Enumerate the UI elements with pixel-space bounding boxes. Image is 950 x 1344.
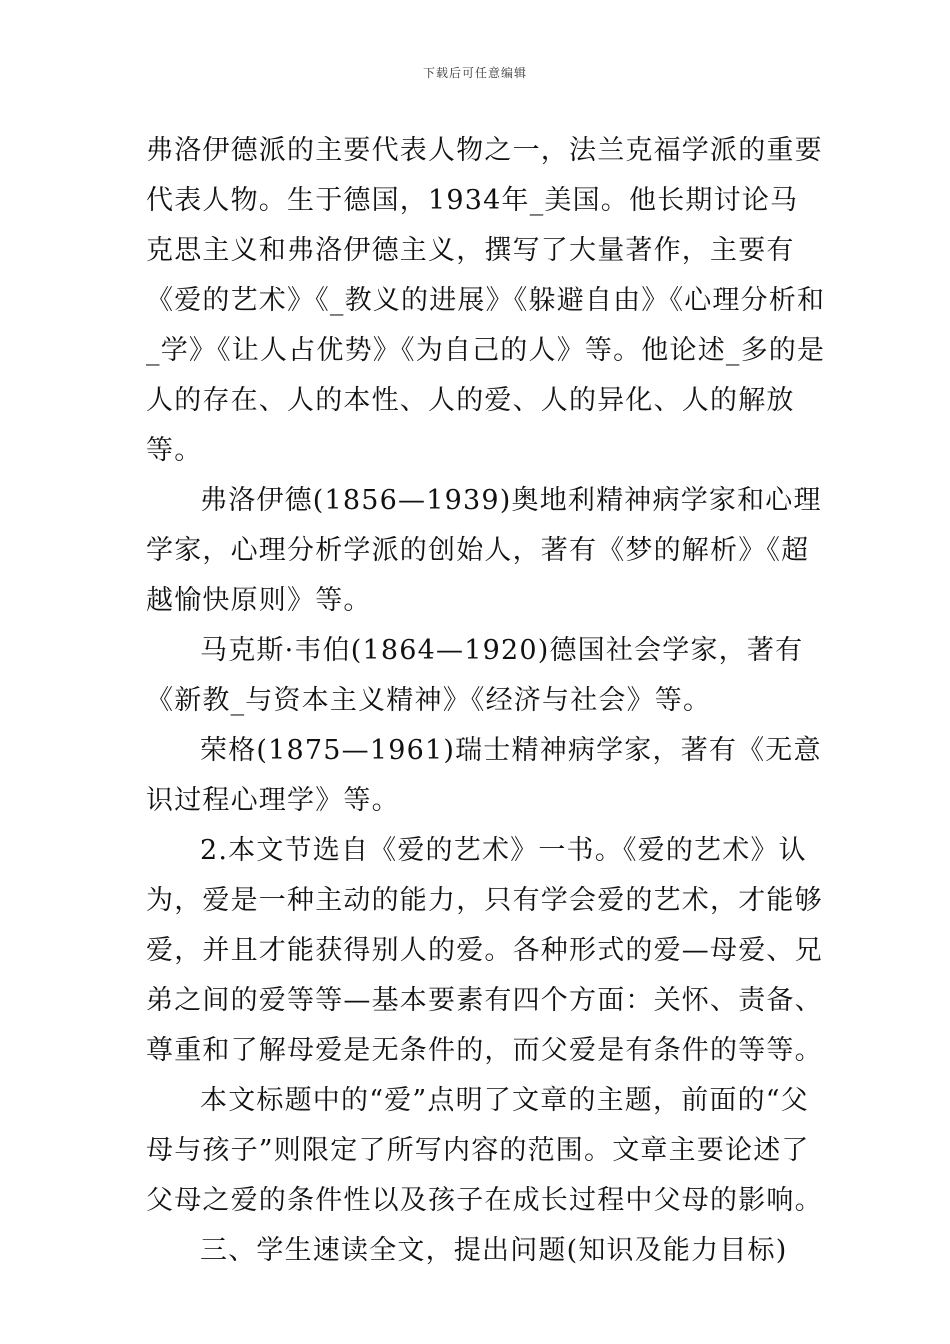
paragraph-art-of-loving: 2.本文节选自《爱的艺术》一书。《爱的艺术》认为，爱是一种主动的能力，只有学会爱的艺术，才能够爱，并且才能获得别人的爱。各种形式的爱—母爱、兄弟之间的爱等等—基本要素有四个方面：关怀、责备、尊重和了解母爱是无条件的，而父爱是有条件的等等。: [146, 835, 823, 1066]
page-header-note: 下载后可任意编辑: [422, 66, 527, 80]
paragraph-fromm-intro: 弗洛伊德派的主要代表人物之一，法兰克福学派的重要代表人物。生于德国，1934年_美国。他长期讨论马克思主义和弗洛伊德主义，撰写了大量著作，主要有《爱的艺术》《_教义的进展》《躲避自由》《心理分析和_学》《让人占优势》《为自己的人》等。他论述_多的是人的存在、人的本性、人的爱、人的异化、人的解放等。: [146, 135, 826, 466]
paragraph-weber: 马克斯·韦伯(1864—1920)德国社会学家，著有《新教_与资本主义精神》《经济与社会》等。: [146, 635, 804, 716]
document-body: [146, 126, 826, 1276]
paragraph-title-analysis: 本文标题中的“爱”点明了文章的主题，前面的“父母与孩子”则限定了所写内容的范围。文章主要论述了父母之爱的条件性以及孩子在成长过程中父母的影响。: [146, 1085, 823, 1216]
paragraph-jung: 荣格(1875—1961)瑞士精神病学家，著有《无意识过程心理学》等。: [146, 735, 822, 816]
section-heading-speed-reading: 三、学生速读全文，提出问题(知识及能力目标): [200, 1235, 788, 1266]
paragraph-freud: 弗洛伊德(1856—1939)奥地利精神病学家和心理学家，心理分析学派的创始人，著有《梦的解析》《超越愉快原则》等。: [146, 485, 822, 616]
